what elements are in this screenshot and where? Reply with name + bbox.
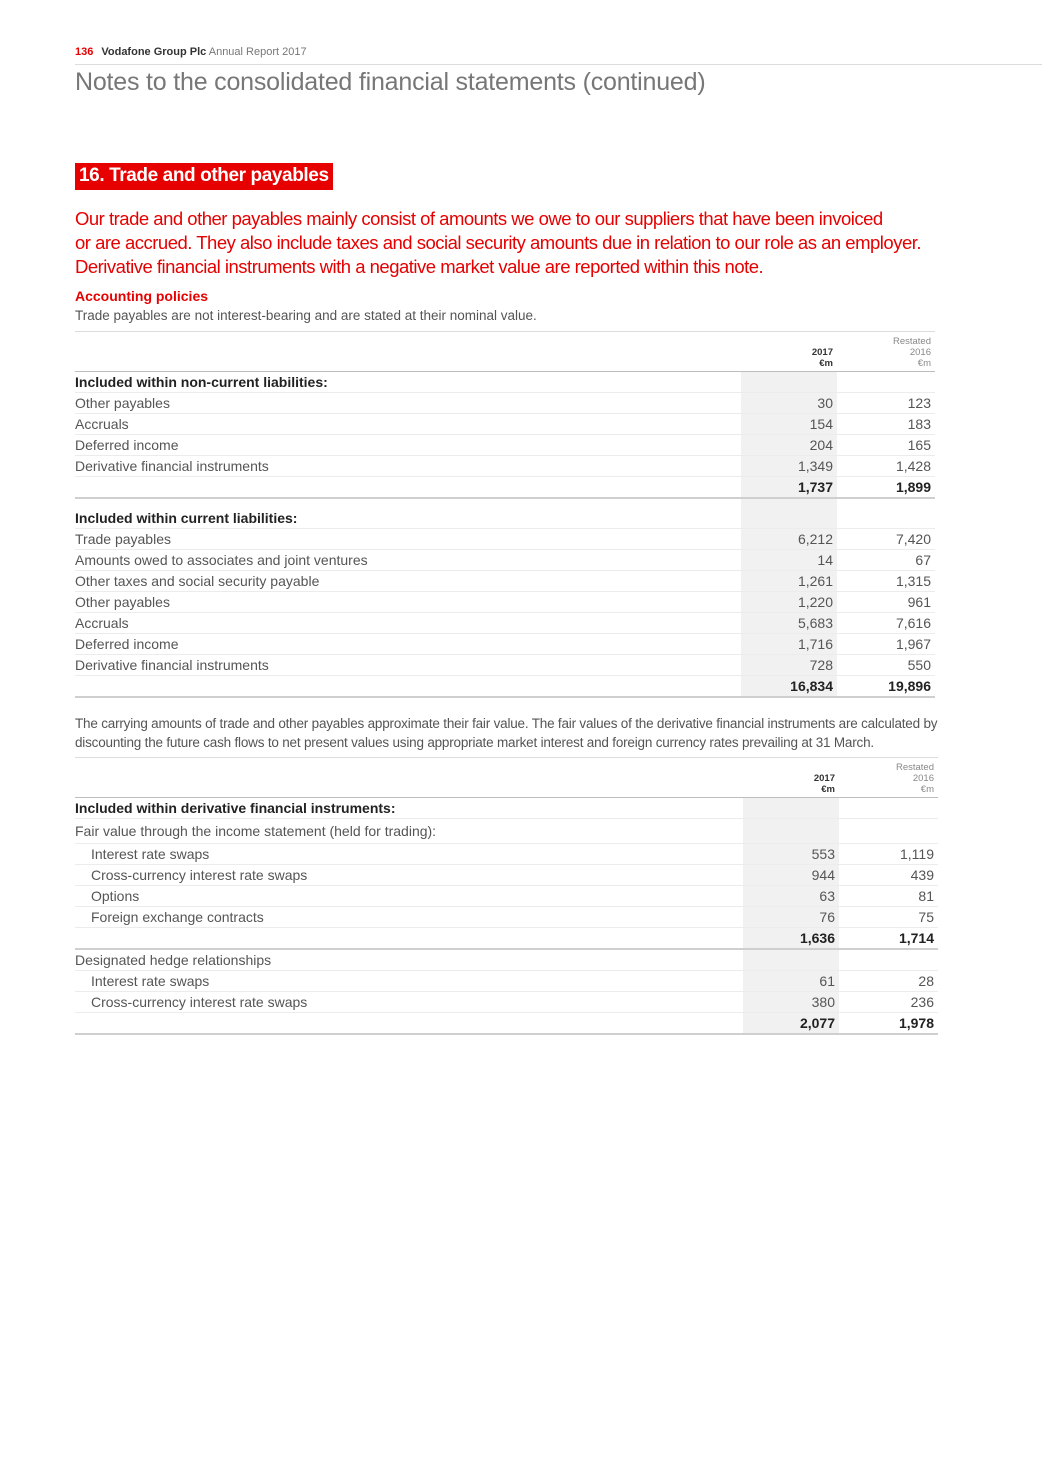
column-header-2017: 2017 €m bbox=[743, 758, 839, 798]
section-heading-row: Included within derivative financial instruments: bbox=[75, 798, 938, 819]
report-name: Annual Report 2017 bbox=[208, 46, 307, 58]
table-row: Options 63 81 bbox=[75, 886, 938, 907]
page-number: 136 bbox=[75, 46, 94, 58]
intro-line: Our trade and other payables mainly consist of amounts we owe to our suppliers that have been invoiced bbox=[75, 208, 883, 229]
table-row: Other taxes and social security payable 1,261 1,315 bbox=[75, 571, 935, 592]
payables-table bbox=[75, 331, 935, 698]
subtotal-row: 1,636 1,714 bbox=[75, 928, 938, 950]
table-row: Derivative financial instruments 1,349 1,428 bbox=[75, 456, 935, 477]
total-row: 1,737 1,899 bbox=[75, 477, 935, 499]
company-name: Vodafone Group Plc bbox=[101, 46, 207, 58]
table-row: Interest rate swaps 553 1,119 bbox=[75, 844, 938, 865]
intro-line: Derivative financial instruments with a negative market value are reported within this note. bbox=[75, 256, 764, 277]
derivatives-table bbox=[75, 757, 938, 1035]
column-header-2016: Restated 2016 €m bbox=[843, 758, 938, 798]
table-row: Other payables 30 123 bbox=[75, 393, 935, 414]
running-header bbox=[75, 46, 307, 58]
subheading-row: Fair value through the income statement (held for trading): bbox=[75, 819, 938, 844]
table-row: Derivative financial instruments 728 550 bbox=[75, 655, 935, 676]
column-header-2016: Restated 2016 €m bbox=[841, 332, 935, 372]
table-row: Cross-currency interest rate swaps 944 439 bbox=[75, 865, 938, 886]
accounting-policies-heading: Accounting policies bbox=[75, 288, 209, 304]
accounting-policies-text: Trade payables are not interest-bearing and are stated at their nominal value. bbox=[75, 308, 537, 323]
subheading-row: Designated hedge relationships bbox=[75, 949, 938, 971]
total-row: 2,077 1,978 bbox=[75, 1013, 938, 1035]
table-row: Other payables 1,220 961 bbox=[75, 592, 935, 613]
table-row: Amounts owed to associates and joint ventures 14 67 bbox=[75, 550, 935, 571]
column-header-2017: 2017 €m bbox=[741, 332, 837, 372]
table-row: Trade payables 6,212 7,420 bbox=[75, 529, 935, 550]
table-row: Cross-currency interest rate swaps 380 236 bbox=[75, 992, 938, 1013]
table-row: Accruals 5,683 7,616 bbox=[75, 613, 935, 634]
table-header-row bbox=[75, 332, 935, 372]
table-row: Foreign exchange contracts 76 75 bbox=[75, 907, 938, 928]
intro-line: or are accrued. They also include taxes and social security amounts due in relation to our role as an employer. bbox=[75, 232, 922, 253]
table-row: Deferred income 1,716 1,967 bbox=[75, 634, 935, 655]
spacer-row bbox=[75, 498, 935, 508]
table-row: Accruals 154 183 bbox=[75, 414, 935, 435]
page-title: Notes to the consolidated financial statements (continued) bbox=[75, 68, 706, 96]
section-badge: 16. Trade and other payables bbox=[75, 163, 333, 190]
table-header-row bbox=[75, 758, 938, 798]
total-row: 16,834 19,896 bbox=[75, 676, 935, 698]
section-intro bbox=[75, 207, 955, 279]
section-heading-row: Included within non-current liabilities: bbox=[75, 372, 935, 393]
section-heading-row: Included within current liabilities: bbox=[75, 508, 935, 529]
table-row: Interest rate swaps 61 28 bbox=[75, 971, 938, 992]
fair-value-paragraph: The carrying amounts of trade and other payables approximate their fair value. The fair values of the derivative financial instruments are calculated by discounting the future cash flows to net present values using appropriate market interest and foreign currency rates prevailing at 31 March. bbox=[75, 716, 938, 750]
table-row: Deferred income 204 165 bbox=[75, 435, 935, 456]
header-divider bbox=[75, 64, 1042, 65]
